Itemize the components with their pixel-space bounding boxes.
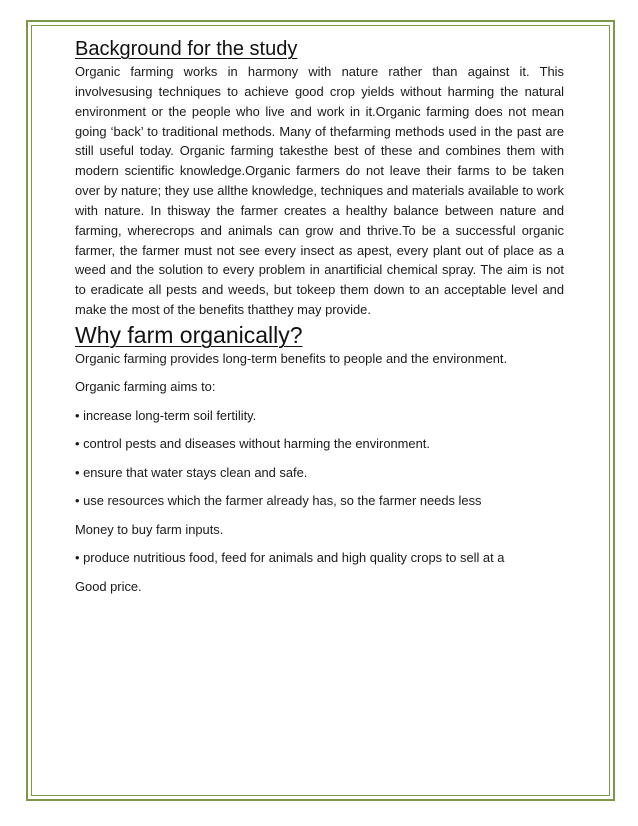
bullet-continuation: Good price. [75,578,142,594]
bullet-item: • use resources which the farmer already has, so the farmer needs less [75,493,482,509]
bullet-item: • increase long-term soil fertility. [75,407,257,423]
background-paragraph: Organic farming works in harmony with nature rather than against it. This involvesusing techniques to achieve good crop yields without harming the natural environment or the people who live and work in it.Organic farming does not mean going ‘back’ to traditional methods. Many of thefarming methods used in the past are still useful today. Organic farming takesthe best of these and combines them with modern scientific knowledge.Organic farmers do not leave their farms to be taken over by nature; they use allthe knowledge, techniques and materials available to work with nature. In thisway the farmer creates a healthy balance between nature and farming, wherecrops and animals can grow and thrive.To be a successful organic farmer, the farmer must not see every insect as apest, every plant out of place as a weed and the solution to every problem in anartificial chemical spray. The aim is not to eradicate all pests and weeds, but tokeep them down to an acceptable level and make the most of the benefits thatthey may provide. [75,64,564,318]
bullet-item: • produce nutritious food, feed for animals and high quality crops to sell at a [75,550,505,566]
bullet-item: • control pests and diseases without harming the environment. [75,436,430,452]
why-line: Organic farming aims to: [75,379,216,395]
document-body [75,36,564,606]
bullet-item: • ensure that water stays clean and safe. [75,464,308,480]
bullet-continuation: Money to buy farm inputs. [75,521,224,537]
why-line: Organic farming provides long-term benefits to people and the environment. [75,350,508,366]
why-heading: Why farm organically? [75,321,303,348]
background-heading: Background for the study [75,38,298,60]
